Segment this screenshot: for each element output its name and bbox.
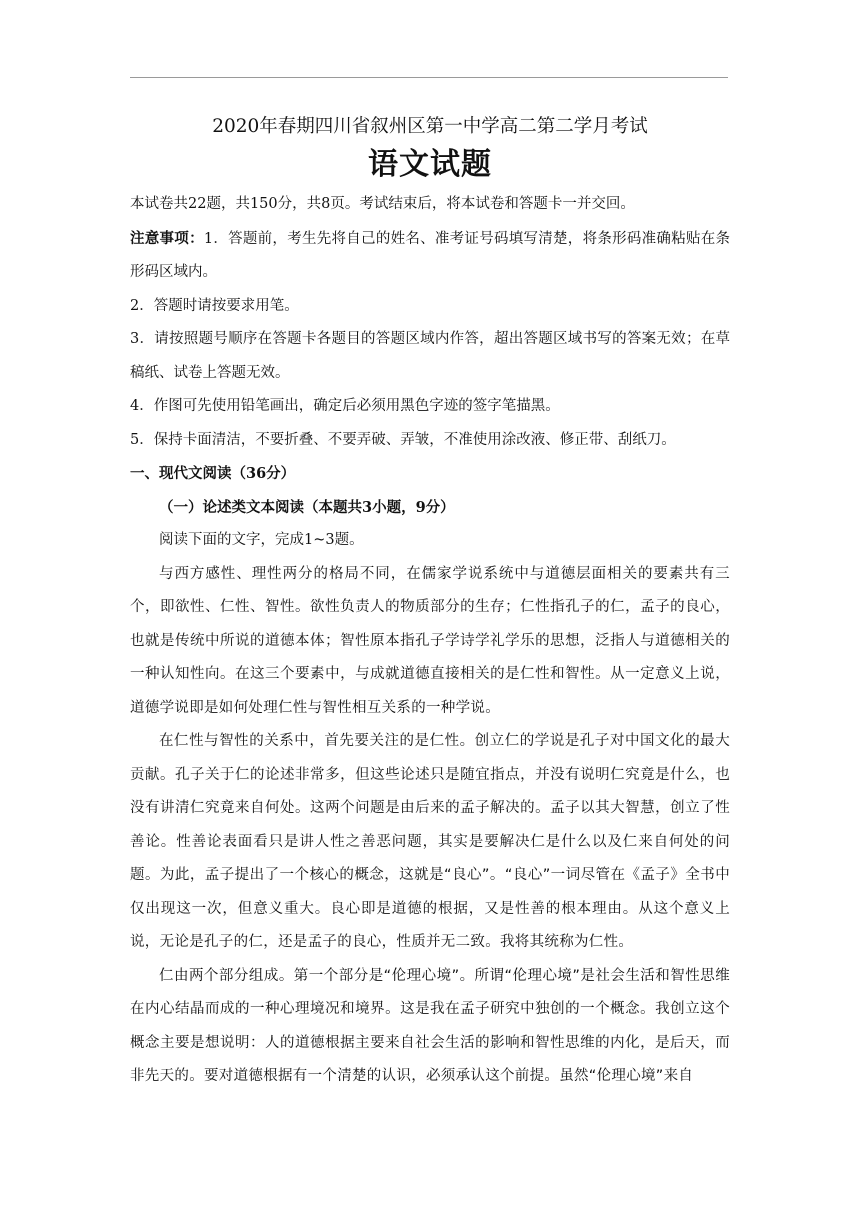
page-content (130, 112, 730, 1094)
notes-item-2: 2．答题时请按要求用笔。 (130, 297, 299, 314)
notes-item-5: 5．保持卡面清洁，不要折叠、不要弄破、弄皱，不准使用涂改液、修正带、刮纸刀。 (130, 431, 676, 448)
notes-label: 注意事项： (130, 229, 204, 247)
passage-paragraph-1: 与西方感性、理性两分的格局不同，在儒家学说系统中与道德层面相关的要素共有三个，即欲性、仁性、智性。欲性负责人的物质部分的生存；仁性指孔子的仁，孟子的良心，也就是传统中所说的道德本体；智性原本指孔子学诗学礼学乐的思想，泛指人与道德相关的一种认知性向。在这三个要素中，与成就道德直接相关的是仁性和智性。从一定意义上说，道德学说即是如何处理仁性与智性相互关系的一种学说。 (130, 565, 730, 716)
passage-paragraph-3: 仁由两个部分组成。第一个部分是“伦理心境”。所谓“伦理心境”是社会生活和智性思维在内心结晶而成的一种心理境况和境界。这是我在孟子研究中独创的一个概念。我创立这个概念主要是想说明：人的道德根据主要来自社会生活的影响和智性思维的内化，是后天，而非先天的。要对道德根据有一个清楚的认识，必须承认这个前提。虽然“伦理心境”来自 (130, 967, 730, 1084)
notes-item-4: 4．作图可先使用铅笔画出，确定后必须用黑色字迹的签字笔描黑。 (130, 398, 560, 414)
passage-paragraph-2: 在仁性与智性的关系中，首先要关注的是仁性。创立仁的学说是孔子对中国文化的最大贡献。孔子关于仁的论述非常多，但这些论述只是随宜指点，并没有说明仁究竟是什么，也没有讲清仁究竟来自何处。这两个问题是由后来的孟子解决的。孟子以其大智慧，创立了性善论。性善论表面看只是讲人性之善恶问题，其实是要解决仁是什么以及仁来自何处的问题。为此，孟子提出了一个核心的概念，这就是“良心”。“良心”一词尽管在《孟子》全书中仅出现这一次，但意义重大。良心即是道德的根据，又是性善的根本理由。从这个意义上说，无论是孔子的仁，还是孟子的良心，性质并无二致。我将其统称为仁性。 (130, 733, 730, 950)
sub-section-heading: （一）论述类文本阅读（本题共3小题，9分） (159, 498, 455, 516)
exam-title: 2020年春期四川省叙州区第一中学高二第二学月考试 (212, 116, 648, 137)
subject-title: 语文试题 (368, 147, 492, 182)
section-heading: 一、现代文阅读（36分） (130, 465, 296, 482)
exam-intro: 本试卷共22题，共150分，共8页。考试结束后，将本试卷和答题卡一并交回。 (130, 196, 635, 212)
notes-item-1 (130, 222, 730, 290)
reading-instruction: 阅读下面的文字，完成1~3题。 (159, 532, 364, 548)
header-rule (130, 77, 728, 78)
notes-item-1-text: 1．答题前，考生先将自己的姓名、准考证号码填写清楚，将条形码准确粘贴在条形码区域内。 (130, 230, 731, 280)
notes-item-3: 3．请按照题号顺序在答题卡各题目的答题区域内作答，超出答题区域书写的答案无效；在草稿纸、试卷上答题无效。 (130, 331, 730, 381)
